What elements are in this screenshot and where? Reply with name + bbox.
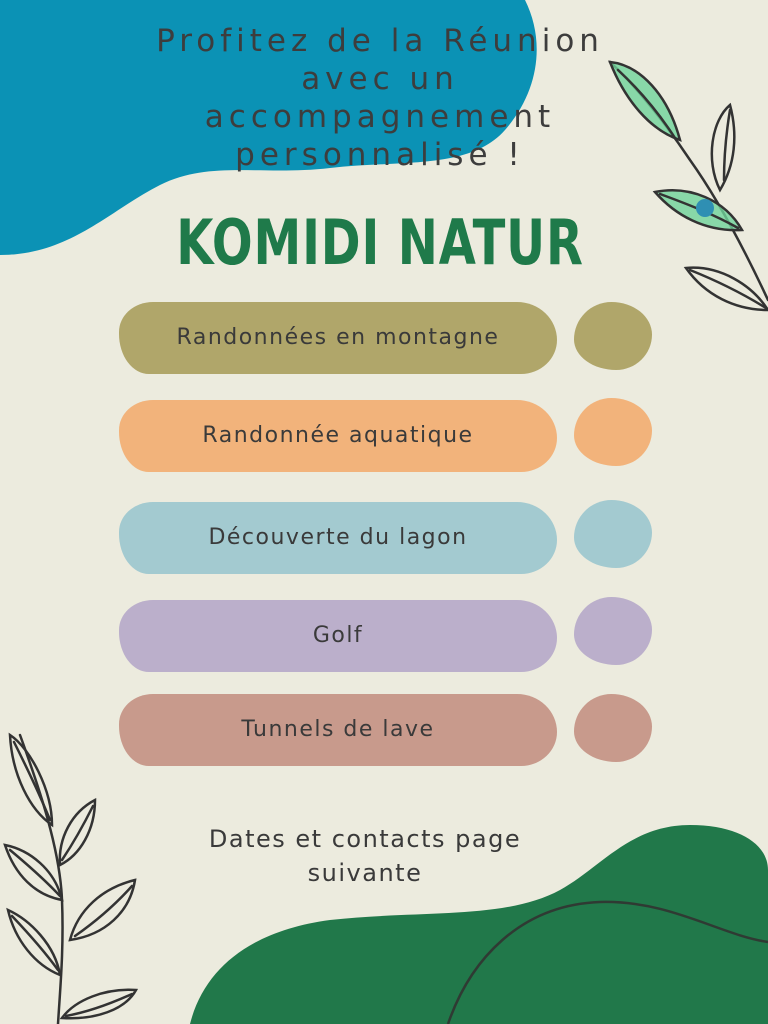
activity-pill-golf[interactable]: Golf [119,600,557,672]
activity-pill-lava-tunnels[interactable]: Tunnels de lave [119,694,557,766]
activity-dot-aquatic-hike [574,398,652,466]
leaf-branch-top-right [610,62,768,310]
activity-dot-mountain-hike [574,302,652,370]
tagline: Profitez de la Réunion avec un accompagnement personnalisé ! [156,23,604,173]
activity-pill-lagoon-discovery[interactable]: Découverte du lagon [119,502,557,574]
leaf-branch-bottom-left [5,735,136,1024]
footer-note: Dates et contacts page suivante [208,825,522,887]
brand-title: KOMIDI NATUR [176,206,584,279]
activity-dot-lagoon-discovery [574,500,652,568]
activity-pill-mountain-hike[interactable]: Randonnées en montagne [119,302,557,374]
activity-dot-golf [574,597,652,665]
activity-pill-aquatic-hike[interactable]: Randonnée aquatique [119,400,557,472]
activity-dot-lava-tunnels [574,694,652,762]
